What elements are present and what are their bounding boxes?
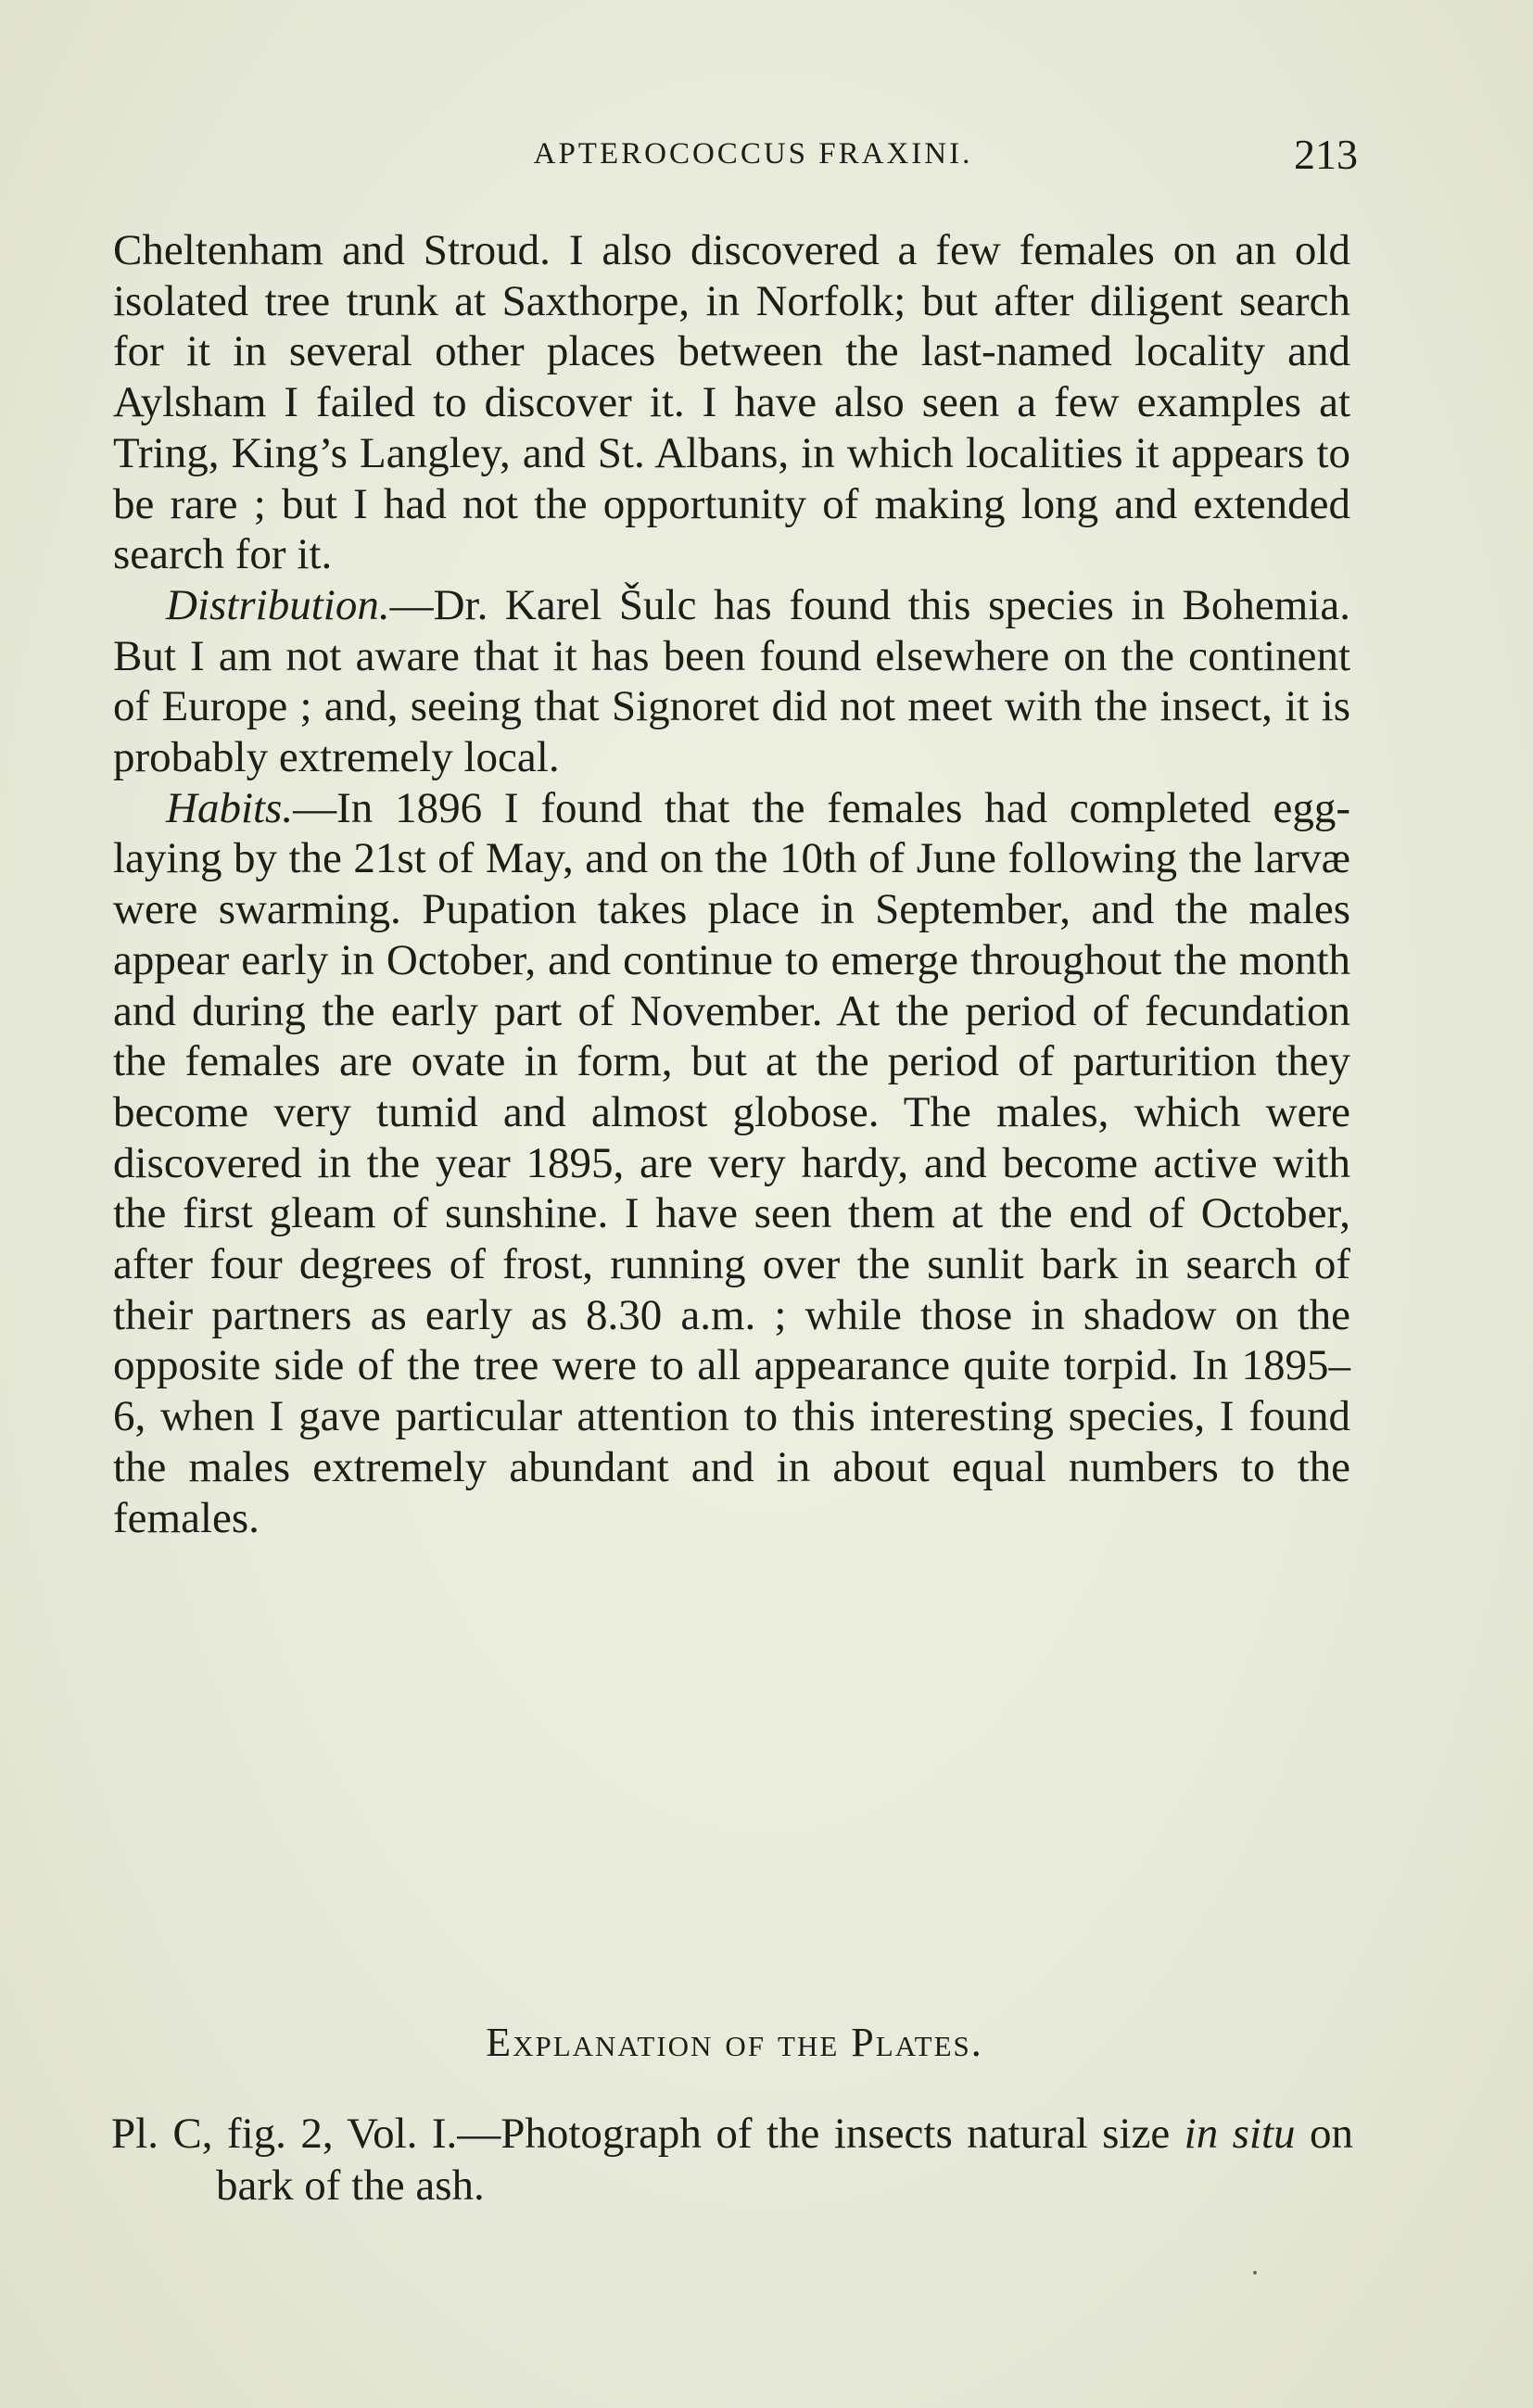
plate-entry-prefix: Pl. C, fig. 2, Vol. I.—Photograph of the insects natural size bbox=[111, 2110, 1185, 2158]
plate-entry bbox=[111, 2108, 1353, 2212]
habits-heading: Habits. bbox=[166, 783, 294, 832]
paper-speck bbox=[1253, 2271, 1257, 2275]
plates-heading: Explanation of the Plates. bbox=[486, 2020, 983, 2065]
habits-text: —In 1896 I found that the females had completed egg-laying by the 21st of May, and on the 10th of June following the larvæ were swarming. Pupation takes place in September, and the males appear early in October, and continue to emerge throughout the month and during the early part of November. At the period of fecundation the females are ovate in form, but at the period of parturition they become very tumid and almost globose. The males, which were discovered in the year 1895, are very hardy, and become active with the first gleam of sunshine. I have seen them at the end of October, after four degrees of frost, running over the sunlit bark in search of their partners as early as 8.30 a.m. ; while those in shadow on the opposite side of the tree were to all appearance quite torpid. In 1895–6, when I gave particular attention to this interesting species, I found the males extremely abundant and in about equal numbers to the females. bbox=[113, 783, 1350, 1542]
body-text bbox=[113, 225, 1350, 1543]
plate-entry-italic: in situ bbox=[1184, 2110, 1296, 2158]
plate-entry-suffix: on bark of the ash. bbox=[216, 2110, 1354, 2210]
running-head bbox=[111, 130, 1358, 185]
distribution-heading: Distribution. bbox=[166, 580, 390, 629]
page-number: 213 bbox=[1294, 131, 1358, 178]
distribution-text: —Dr. Karel Šulc has found this species in Bohemia. But I am not aware that it has been found elsewhere on the continent of Europe ; and, seeing that Signoret did not meet with the insect, it is probably extremely local. bbox=[113, 580, 1350, 782]
paragraph-continuation: Cheltenham and Stroud. I also discovered a few females on an old isolated tree trunk at Saxthorpe, in Norfolk; but after diligent search for it in several other places between the last-named locality and Aylsham I failed to discover it. I have also seen a few examples at Tring, King’s Langley, and St. Albans, in which localities it appears to be rare ; but I had not the opportunity of making long and extended search for it. bbox=[113, 226, 1350, 579]
running-title: APTEROCOCCUS FRAXINI. bbox=[533, 137, 973, 171]
habits-paragraph bbox=[113, 783, 1350, 1544]
distribution-paragraph bbox=[113, 580, 1350, 783]
